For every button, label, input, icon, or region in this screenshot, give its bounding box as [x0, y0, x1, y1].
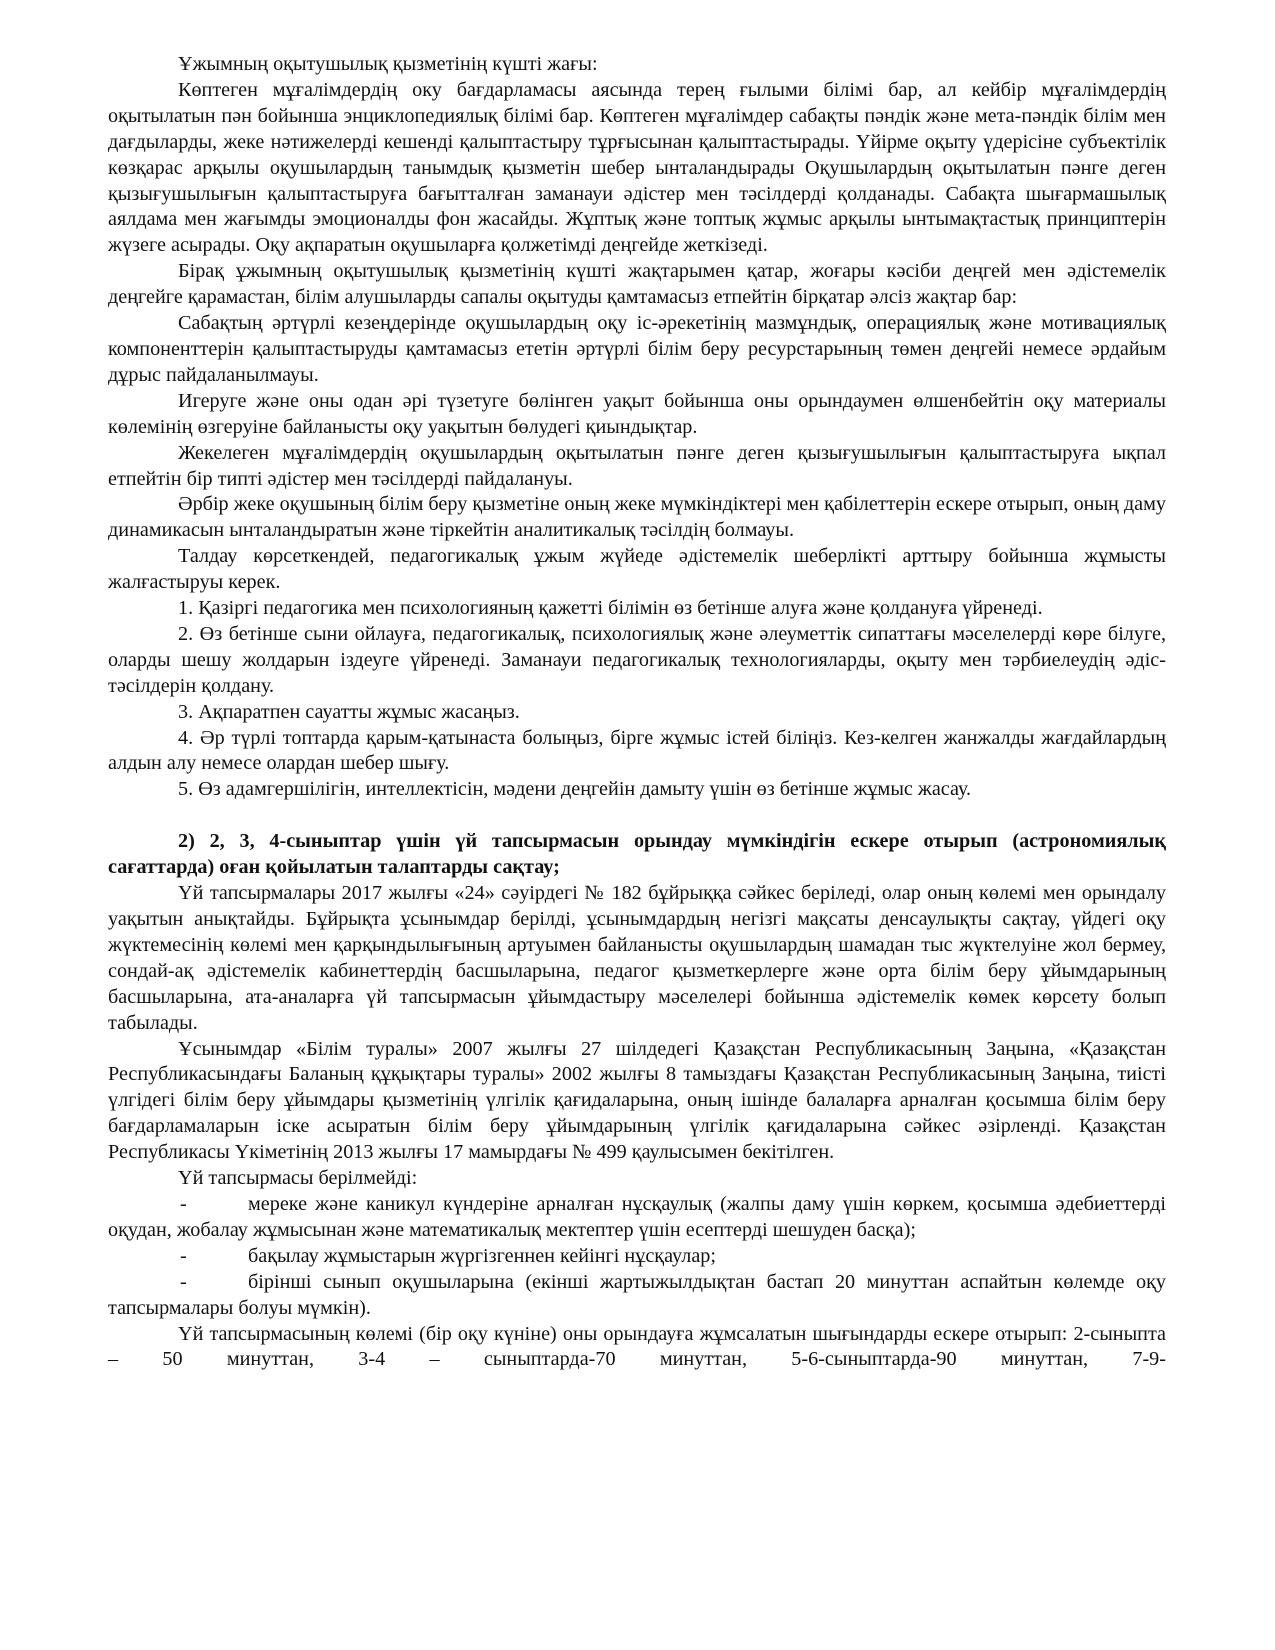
paragraph-analysis-conclusion: Талдау көрсеткендей, педагогикалық ұжым жүйеде әдістемелік шеберлікті арттыру бойынша жұмысты жалғастыруы керек.	[108, 545, 1166, 594]
dash-marker: -	[180, 1244, 187, 1267]
paragraph-weakness-time: Игеруге және оны одан әрі түзетуге бөлінген уақыт бойынша оны орындаумен өлшенбейтін оқу материалы көлемінің өзгеруіне байланысты оқу уақытын бөлудегі қиындықтар.	[108, 389, 1166, 438]
list-item-4: 4. Әр түрлі топтарда қарым-қатынаста болыңыз, бірге жұмыс істей біліңіз. Кез-келген жанжалды жағдайлардың алдын алу немесе олардан шебер шығу.	[108, 726, 1166, 775]
dash-list-item	[108, 1244, 1166, 1270]
list-item-3: 3. Ақпаратпен сауатты жұмыс жасаңыз.	[178, 700, 520, 723]
dash-item-text: мереке және каникул күндеріне арналған нұсқаулық (жалпы даму үшін көркем, қосымша әдебиеттерді оқудан, жобалау жұмысынан және математикалық мектептер үшін есептерді шешуден басқа);	[108, 1192, 1166, 1241]
paragraph-homework-volume: Үй тапсырмасының көлемі (бір оқу күніне) оны орындауға жұмсалатын шығындарды ескере отырып: 2-сыныпта – 50 минуттан, 3-4 – сыныптарда-70 минуттан, 5-6-сыныптарда-90 минуттан, 7-9-	[108, 1322, 1166, 1371]
paragraph-strengths: Көптеген мұғалімдердің оку бағдарламасы аясында терең ғылыми білімі бар, ал кейбір мұғалімдердің оқытылатын пән бойынша энциклопедиялық білімі бар. Көптеген мұғалімдер сабақты пәндік және мета-пәндік білім мен дағдыларды, жеке нәтижелерді кешенді қалыптастыру тұрғысынан қалыптастырады. Үйірме оқыту үдерісіне субъектілік көзқарас арқылы оқушылардың танымдық қызметін шебер ынталандырады Оқушылардың оқытылатын пәнге деген қызығушылығын қалыптастыруға бағытталған заманауи әдістер мен тәсілдерді қолданады. Сабақта шығармашылық аялдама мен жағымды эмоционалды фон жасайды. Жұптық және топтық жұмыс арқылы ынтымақтастық принциптерін жүзеге асырады. Оқу ақпаратын оқушыларға қолжетімді деңгейде жеткізеді.	[108, 78, 1166, 257]
list-item-1: 1. Қазіргі педагогика мен психологияның қажетті білімін өз бетінше алуға және қолдануға үйренеді.	[178, 597, 1043, 620]
paragraph-recommendations-basis: Ұсынымдар «Білім туралы» 2007 жылғы 27 шілдедегі Қазақстан Республикасының Заңына, «Қазақстан Республикасындағы Баланың құқықтары туралы» 2002 жылғы 8 тамыздағы Қазақстан Республикасының Заңына, тиісті үлгідегі білім беру ұйымдары қызметінің үлгілік қағидаларына, оның ішінде балаларға арналған қосымша білім беру бағдарламаларын іске асыратын білім беру ұйымдарының үлгілік қағидаларына сәйкес әзірленді. Қазақстан Республикасы Үкіметінің 2013 жылғы 17 мамырдағы № 499 қаулысымен бекітілген.	[108, 1037, 1166, 1164]
dash-list-item	[108, 1192, 1166, 1244]
list-item-5: 5. Өз адамгершілігін, интеллектісін, мәдени деңгейін дамыту үшін өз бетінше жұмыс жасау.	[178, 778, 972, 801]
dash-item-text: бақылау жұмыстарын жүргізгеннен кейінгі нұсқаулар;	[248, 1244, 716, 1267]
dash-marker: -	[180, 1270, 187, 1293]
paragraph-weakness-analytics: Әрбір жеке оқушының білім беру қызметіне оның жеке мүмкіндіктері мен қабілеттерін ескере отырып, оның даму динамикасын ынталандыратын және тіркейтін аналитикалық тәсілдің болмауы.	[108, 493, 1166, 542]
dash-item-text: бірінші сынып оқушыларына (екінші жартыжылдықтан бастап 20 минуттан аспайтын көлемде оқу тапсырмалары болуы мүмкін).	[108, 1270, 1166, 1319]
section-heading: 2) 2, 3, 4-сыныптар үшін үй тапсырмасын орындау мүмкіндігін ескере отырып (астрономиялық сағаттарда) оған қойылатын талаптарды сақтау;	[108, 830, 1166, 879]
list-item-2: 2. Өз бетінше сыни ойлауға, педагогикалық, психологиялық және әлеуметтік сипаттағы мәселелерді көре білуге, оларды шешу жолдарын іздеуге үйренеді. Заманауи педагогикалық технологияларды, оқыту мен тәрбиелеудің әдіс-тәсілдерін қолдану.	[108, 622, 1166, 697]
document-body	[108, 52, 1166, 1373]
paragraph-weaknesses-intro: Бірақ ұжымның оқытушылық қызметінің күшті жақтарымен қатар, жоғары кәсіби деңгей мен әдістемелік деңгейге қарамастан, білім алушыларды сапалы оқытуды қамтамасыз етпейтін бірқатар әлсіз жақтар бар:	[108, 260, 1166, 309]
paragraph-weakness-resources: Сабақтың әртүрлі кезеңдерінде оқушылардың оқу іс-әрекетінің мазмұндық, операциялық және мотивациялық компоненттерін қалыптастыруды қамтамасыз ететін әртүрлі білім беру ресурстарының төмен деңгейі немесе әрдайым дұрыс пайдаланылмауы.	[108, 312, 1166, 386]
paragraph-no-homework-title: Үй тапсырмасы берілмейді:	[178, 1167, 418, 1190]
dash-list-item	[108, 1270, 1166, 1322]
paragraph-weakness-methods: Жекелеген мұғалімдердің оқушылардың оқытылатын пәнге деген қызығушылығын қалыптастыруға ықпал етпейтін бір типті әдістер мен тәсілдерді пайдалануы.	[108, 441, 1166, 490]
paragraph-strengths-title: Ұжымның оқытушылық қызметінің күшті жағы:	[178, 53, 598, 75]
dash-marker: -	[180, 1192, 187, 1215]
paragraph-homework-order: Үй тапсырмалары 2017 жылғы «24» сәуірдегі № 182 бұйрыққа сәйкес беріледі, олар оның көлемі мен орындалу уақытын анықтайды. Бұйрықта ұсынымдар берілді, ұсынымдардың негізгі мақсаты денсаулықты сақтау, үйдегі оқу жүктемесінің көлемі мен қарқындылығының артуымен байланысты оқушылардың шамадан тыс жүктелуіне жол бермеу, сондай-ақ әдістемелік кабинеттердің басшыларына, педагог қызметкерлерге және орта білім беру ұйымдарының басшыларына, ата-аналарға үй тапсырмасын ұйымдастыру мәселелері бойынша әдістемелік көмек көрсету болып табылады.	[108, 882, 1166, 1034]
